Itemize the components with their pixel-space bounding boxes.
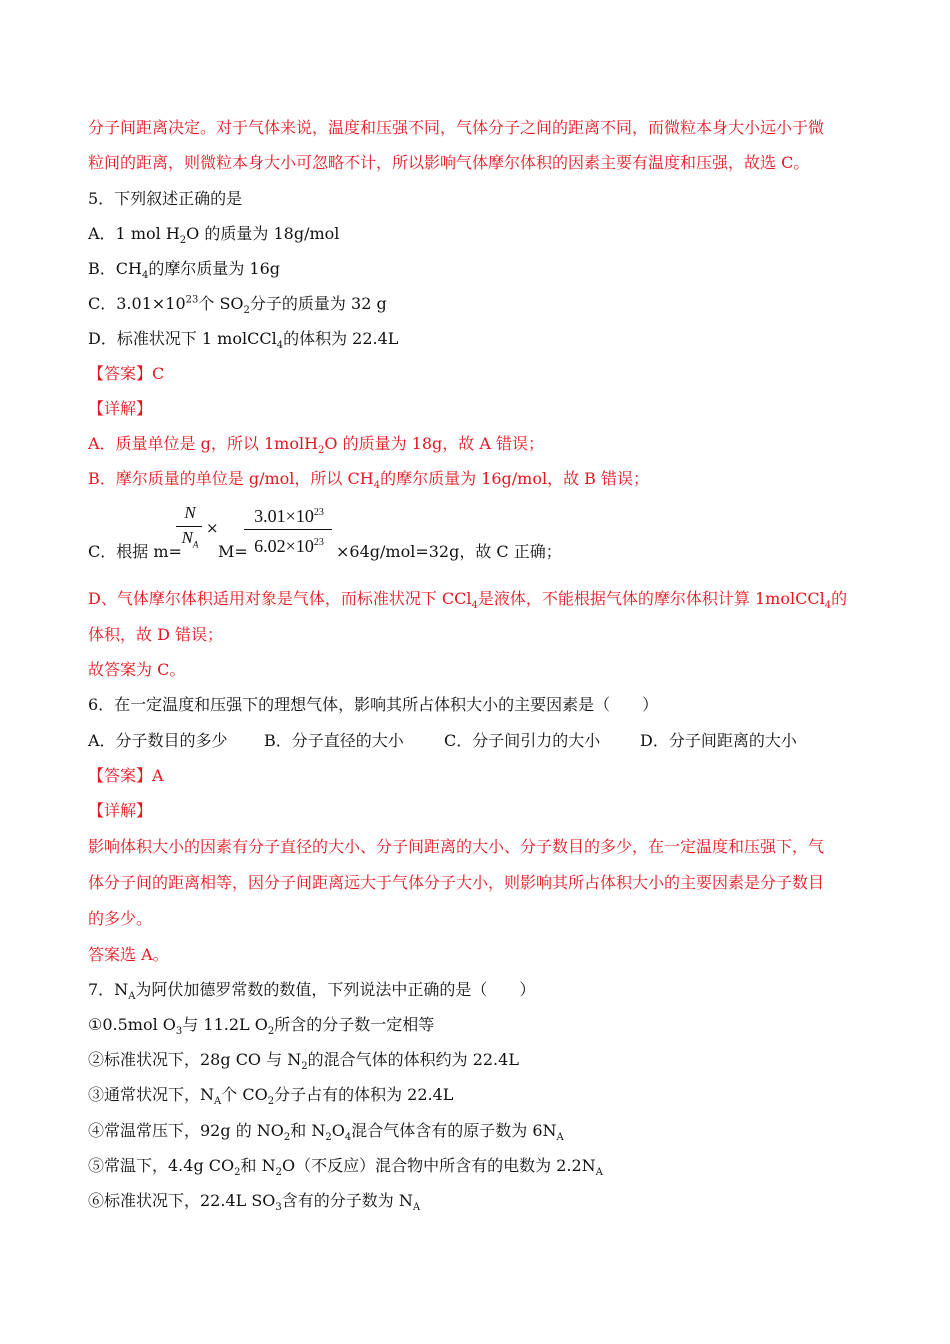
q5-answer: 【答案】C: [88, 364, 165, 383]
intro-line-2: 粒间的距离，则微粒本身大小可忽略不计，所以影响气体摩尔体积的因素主要有温度和压强，故选 C。: [88, 153, 810, 172]
q5-option-a: A．1 mol $H_2O$ 的质量为 18g/mol: [88, 224, 340, 247]
times-sign: ×: [206, 519, 219, 537]
q5-explanation-c-prefix: C．根据 m=: [88, 542, 182, 561]
q6-explanation-line-2: 体分子间的距离相等，因分子间距离远大于气体分子大小，则影响其所占体积大小的主要因素是分子数目: [88, 873, 825, 892]
q6-explanation-line-1: 影响体积大小的因素有分子直径的大小、分子间距离的大小、分子数目的多少，在一定温度和压强下，气: [88, 837, 825, 856]
q7-statement-1: ①0.5mol $O_3$与 11.2L $O_2$所含的分子数一定相等: [88, 1015, 435, 1038]
q5-explanation-a: A．质量单位是 g，所以 1molH$_2$O 的质量为 18g，故 A 错误；: [88, 434, 545, 457]
q7-statement-2: ②标准状况下，28g CO 与 $N_2$的混合气体的体积约为 22.4L: [88, 1050, 519, 1073]
fraction-2-denominator: $6.02\times 10^{23}$: [254, 536, 324, 556]
fraction-1-numerator: N: [184, 503, 196, 522]
q6-answer: 【答案】A: [88, 766, 164, 785]
q6-stem: 6．在一定温度和压强下的理想气体，影响其所占体积大小的主要因素是（ ）: [88, 695, 659, 714]
q5-explanation-c-result: ×64g/mol=32g，故 C 正确；: [336, 542, 562, 561]
q7-statement-3: ③通常状况下，$N_A$个 $CO_2$分子占有的体积为 22.4L: [88, 1085, 454, 1108]
q7-statement-6: ⑥标准状况下，22.4L $SO_3$含有的分子数为 $N_A$: [88, 1191, 421, 1214]
q6-conclusion: 答案选 A。: [88, 945, 169, 964]
q7-statement-4: ④常温常压下，92g 的 $NO_2$和 $N_2O_4$混合气体含有的原子数为 $6N_A$: [88, 1121, 564, 1144]
q6-option-b: B．分子直径的大小: [264, 731, 404, 750]
q5-detail-label: 【详解】: [88, 399, 153, 418]
q5-explanation-d-line-1: D、气体摩尔体积适用对象是气体，而标准状况下 CCl$_4$是液体，不能根据气体的摩尔体积计算 1molCCl$_4$的: [88, 589, 848, 612]
q5-explanation-c-mass: M=: [218, 542, 248, 561]
q6-explanation-line-3: 的多少。: [88, 909, 153, 928]
fraction-2-numerator: $3.01\times 10^{23}$: [254, 506, 324, 526]
fraction-1-denominator: $N_A$: [181, 528, 199, 550]
q5-option-c: C．$3.01\times 10^{23}$个 $SO_2$分子的质量为 32 g: [88, 294, 387, 317]
fraction-1-bar: [176, 526, 202, 527]
q6-option-c: C．分子间引力的大小: [444, 731, 601, 750]
q5-explanation-b: B．摩尔质量的单位是 g/mol，所以 $CH_4$的摩尔质量为 16g/mol，故 B 错误；: [88, 469, 649, 492]
q5-option-b: B．$CH_4$的摩尔质量为 16g: [88, 259, 281, 282]
q6-detail-label: 【详解】: [88, 801, 153, 820]
q5-option-d: D．标准状况下 1 molCCl$_4$的体积为 22.4L: [88, 329, 399, 352]
q5-explanation-d-line-2: 体积，故 D 错误；: [88, 625, 224, 644]
fraction-2-bar: [244, 529, 332, 530]
q6-option-d: D．分子间距离的大小: [640, 731, 797, 750]
q7-statement-5: ⑤常温下，4.4g $CO_2$和 $N_2O$（不反应）混合物中所含有的电数为 $2.2N_A$: [88, 1156, 603, 1179]
q5-stem: 5．下列叙述正确的是: [88, 189, 243, 208]
q7-stem: 7．$N_A$为阿伏加德罗常数的数值，下列说法中正确的是（ ）: [88, 980, 536, 1003]
q5-conclusion: 故答案为 C。: [88, 660, 186, 679]
intro-line-1: 分子间距离决定。对于气体来说，温度和压强不同，气体分子之间的距离不同，而微粒本身大小远小于微: [88, 118, 825, 137]
q6-option-a: A．分子数目的多少: [88, 731, 228, 750]
